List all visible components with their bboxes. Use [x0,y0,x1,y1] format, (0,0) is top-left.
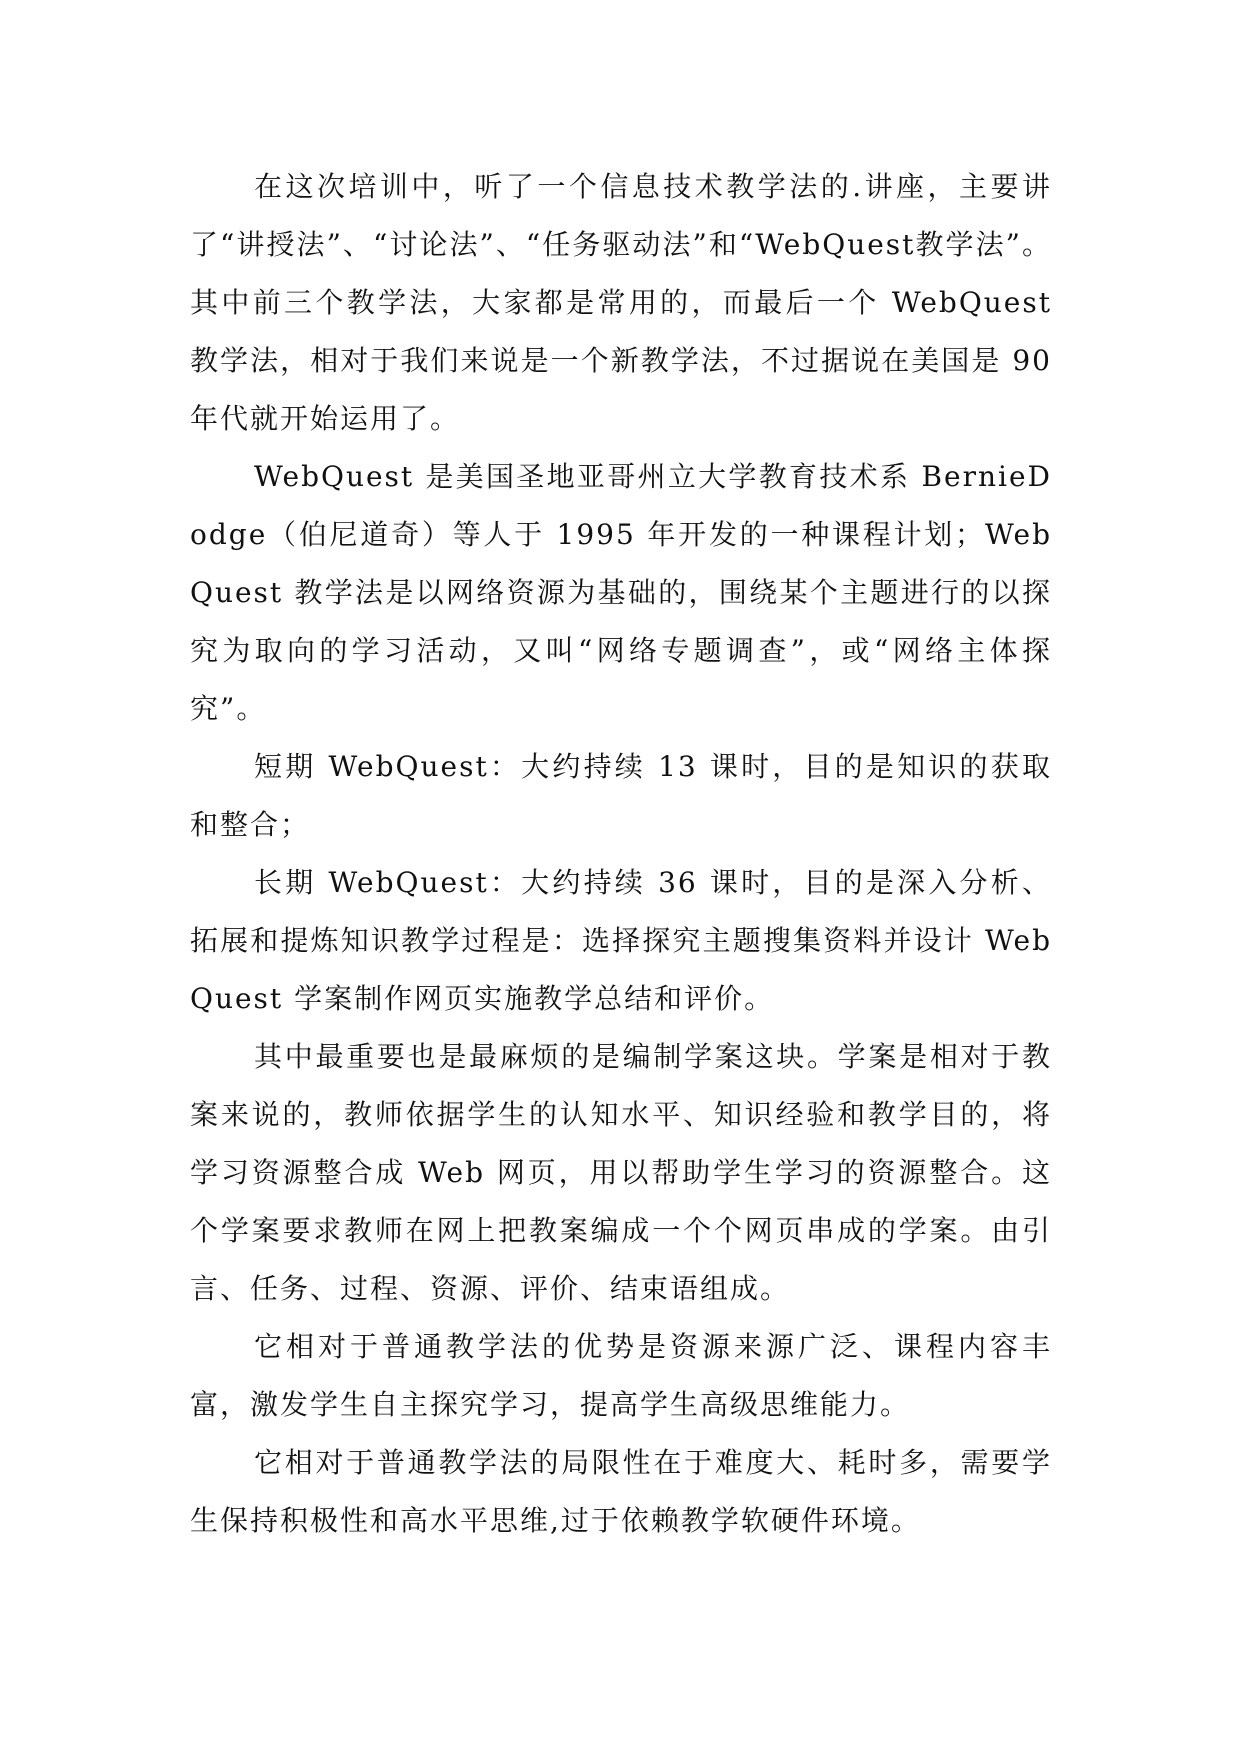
paragraph-short-term: 短期 WebQuest：大约持续 13 课时，目的是知识的获取和整合； [190,750,1052,841]
paragraph-limitations: 它相对于普通教学法的局限性在于难度大、耗时多，需要学生保持积极性和高水平思维,过于依赖教学软硬件环境。 [190,1446,1052,1537]
document-body [190,158,1052,1550]
paragraph-webquest-definition: WebQuest 是美国圣地亚哥州立大学教育技术系 BernieDodge（伯尼道奇）等人于 1995 年开发的一种课程计划；WebQuest 教学法是以网络资源为基础的，围绕某个主题进行的以探究为取向的学习活动，又叫“网络专题调查”，或“网络主体探究”。 [190,460,1052,725]
paragraph-lesson-plan: 其中最重要也是最麻烦的是编制学案这块。学案是相对于教案来说的，教师依据学生的认知水平、知识经验和教学目的，将学习资源整合成 Web 网页，用以帮助学生学习的资源整合。这个学案要求教师在网上把教案编成一个个网页串成的学案。由引言、任务、过程、资源、评价、结束语组成。 [190,1040,1052,1305]
paragraph-intro: 在这次培训中，听了一个信息技术教学法的.讲座，主要讲了“讲授法”、“讨论法”、“任务驱动法”和“WebQuest教学法”。其中前三个教学法，大家都是常用的，而最后一个 WebQuest 教学法，相对于我们来说是一个新教学法，不过据说在美国是 90 年代就开始运用了。 [190,170,1052,435]
paragraph-advantages: 它相对于普通教学法的优势是资源来源广泛、课程内容丰富，激发学生自主探究学习，提高学生高级思维能力。 [190,1330,1052,1421]
paragraph-long-term: 长期 WebQuest：大约持续 36 课时，目的是深入分析、拓展和提炼知识教学过程是：选择探究主题搜集资料并设计 WebQuest 学案制作网页实施教学总结和评价。 [190,866,1052,1015]
